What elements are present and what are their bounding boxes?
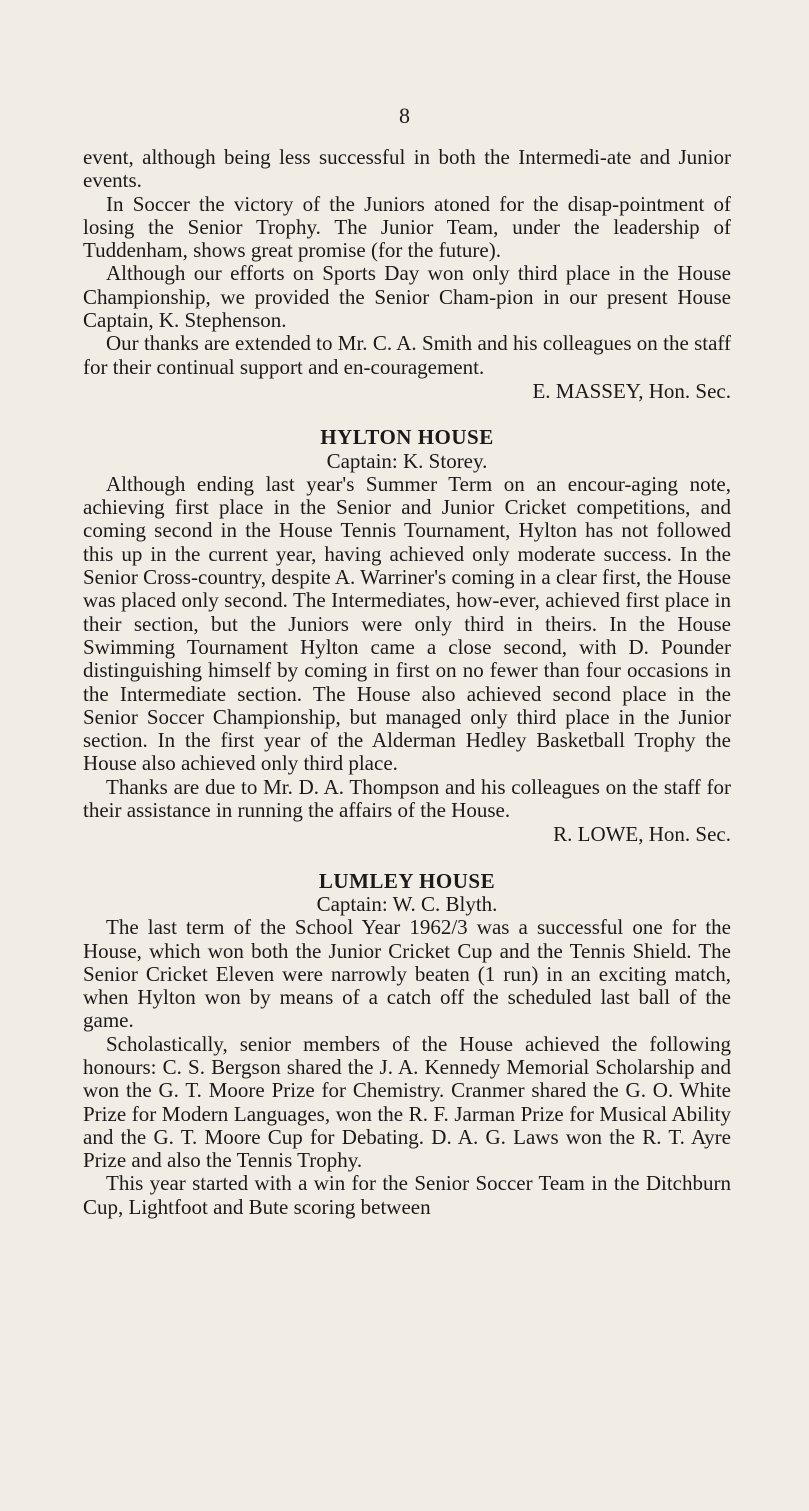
paragraph: Scholastically, senior members of the House achieved the following honours: C. S. Bergson shared the J. A. Kennedy Memorial Scholarship and won the G. T. Moore Prize for Chemistry. Cranmer shared the G. O. White Prize for Modern Languages, won the R. F. Jarman Prize for Musical Ability and the G. T. Moore Cup for Debating. D. A. G. Laws won the R. T. Ayre Prize and also the Tennis Trophy. [83, 1031, 731, 1173]
captain-line: Captain: K. Storey. [326, 448, 488, 473]
signature: E. MASSEY, Hon. Sec. [532, 378, 731, 403]
paragraph: In Soccer the victory of the Juniors atoned for the disap-pointment of losing the Senior Trophy. The Junior Team, under the leadership of Tuddenham, shows great promise (for the future). [83, 191, 731, 263]
paragraph: This year started with a win for the Senior Soccer Team in the Ditchburn Cup, Lightfoot and Bute scoring between [83, 1171, 731, 1219]
page-number: 8 [399, 103, 410, 128]
paragraph: event, although being less successful in both the Intermedi-ate and Junior events. [83, 145, 731, 193]
page-body [83, 146, 731, 1219]
paragraph: Our thanks are extended to Mr. C. A. Smith and his colleagues on the staff for their continual support and en-couragement. [83, 331, 731, 379]
paragraph: The last term of the School Year 1962/3 was a successful one for the House, which won both the Junior Cricket Cup and the Tennis Shield. The Senior Cricket Eleven were narrowly beaten (1 run) in an exciting match, when Hylton won by means of a catch off the scheduled last ball of the game. [83, 915, 731, 1033]
captain-line: Captain: W. C. Blyth. [316, 891, 498, 916]
paragraph: Although our efforts on Sports Day won only third place in the House Championship, we provided the Senior Cham-pion in our present House Captain, K. Stephenson. [83, 261, 731, 333]
section-heading-lumley: LUMLEY HOUSE [318, 868, 496, 893]
paragraph: Although ending last year's Summer Term on an encour-aging note, achieving first place in the Senior and Junior Cricket competitions, and coming second in the House Tennis Tournament, Hylton has not followed this up in the current year, having achieved only moderate success. In the Senior Cross-country, despite A. Warriner's coming in a clear first, the House was placed only second. The Intermediates, how-ever, achieved first place in their section, but the Juniors were only third in theirs. In the House Swimming Tournament Hylton came a close second, with D. Pounder distinguishing himself by coming in first on no fewer than four occasions in the Intermediate section. The House also achieved second place in the Senior Soccer Championship, but managed only third place in the Junior section. In the first year of the Alderman Hedley Basketball Trophy the House also achieved only third place. [83, 471, 731, 776]
section-heading-hylton: HYLTON HOUSE [320, 425, 494, 450]
signature: R. LOWE, Hon. Sec. [553, 822, 731, 847]
paragraph: Thanks are due to Mr. D. A. Thompson and his colleagues on the staff for their assistance in running the affairs of the House. [83, 774, 731, 823]
